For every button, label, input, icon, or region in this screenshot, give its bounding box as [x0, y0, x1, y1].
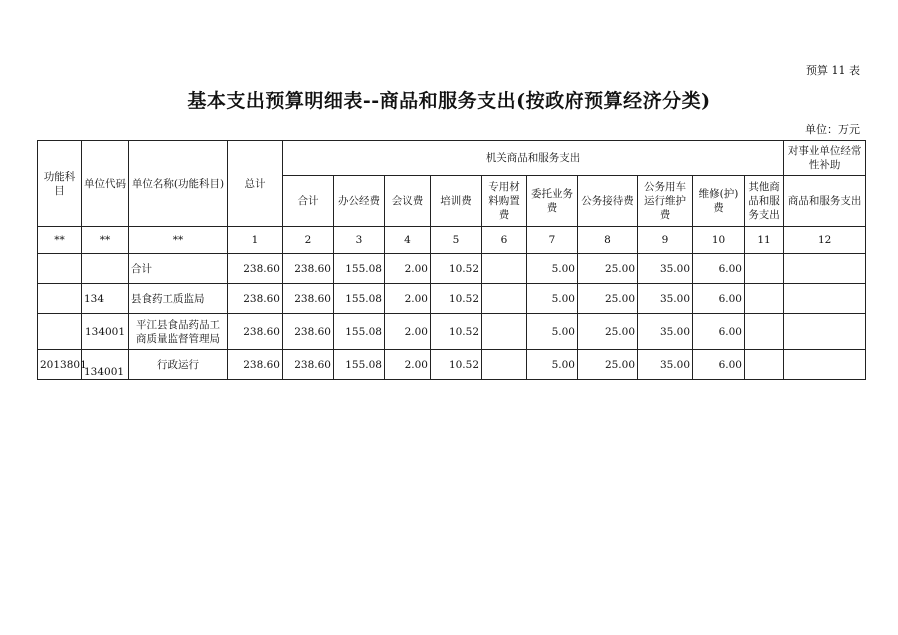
- cell-total: 238.60: [228, 254, 283, 284]
- cell-material: [482, 314, 527, 350]
- cell-entrust: 5.00: [527, 314, 578, 350]
- cell-meeting: 2.00: [385, 254, 431, 284]
- cell-meeting: 2.00: [385, 314, 431, 350]
- cell-total: 238.60: [228, 284, 283, 314]
- index-cell: 6: [482, 227, 527, 254]
- cell-car: 35.00: [638, 350, 693, 380]
- index-cell: 10: [693, 227, 745, 254]
- index-cell: 7: [527, 227, 578, 254]
- cell-material: [482, 350, 527, 380]
- cell-subsidy: [784, 350, 866, 380]
- cell-subsidy: [784, 254, 866, 284]
- header-col-material: 专用材料购置费: [482, 176, 527, 227]
- cell-repair: 6.00: [693, 350, 745, 380]
- header-unit-code: 单位代码: [82, 141, 129, 227]
- header-group-other: 对事业单位经常性补助: [784, 141, 866, 176]
- cell-sum: 238.60: [283, 284, 334, 314]
- header-col-meeting: 会议费: [385, 176, 431, 227]
- cell-other: [745, 254, 784, 284]
- page-title: 基本支出预算明细表--商品和服务支出(按政府预算经济分类): [187, 90, 711, 112]
- index-row: [38, 227, 866, 254]
- cell-sum: 238.60: [283, 314, 334, 350]
- cell-meeting: 2.00: [385, 350, 431, 380]
- table-row: [38, 284, 866, 314]
- header-col-other: 其他商品和服务支出: [745, 176, 784, 227]
- header-func-subject: 功能科目: [38, 141, 82, 227]
- index-cell: 11: [745, 227, 784, 254]
- cell-reception: 25.00: [578, 284, 638, 314]
- cell-training: 10.52: [431, 314, 482, 350]
- cell-office: 155.08: [334, 314, 385, 350]
- cell-car: 35.00: [638, 284, 693, 314]
- table-row: [38, 350, 866, 380]
- cell-code: 134001: [82, 314, 129, 350]
- header-col-car: 公务用车运行维护费: [638, 176, 693, 227]
- budget-table: [37, 140, 866, 380]
- cell-other: [745, 314, 784, 350]
- header-col-sum: 合计: [283, 176, 334, 227]
- header-col-entrust: 委托业务费: [527, 176, 578, 227]
- cell-subsidy: [784, 284, 866, 314]
- cell-training: 10.52: [431, 350, 482, 380]
- cell-reception: 25.00: [578, 254, 638, 284]
- header-col-training: 培训费: [431, 176, 482, 227]
- cell-name: 行政运行: [129, 350, 228, 380]
- cell-reception: 25.00: [578, 314, 638, 350]
- header-col-office: 办公经费: [334, 176, 385, 227]
- cell-func: 2013801: [38, 350, 82, 380]
- cell-code: 134: [82, 284, 129, 314]
- header-row-1: [38, 141, 866, 176]
- cell-repair: 6.00: [693, 254, 745, 284]
- header-unit-name: 单位名称(功能科目): [129, 141, 228, 227]
- cell-entrust: 5.00: [527, 350, 578, 380]
- header-col-subsidy: 商品和服务支出: [784, 176, 866, 227]
- cell-code: [82, 254, 129, 284]
- index-cell: 8: [578, 227, 638, 254]
- cell-name: 县食药工质监局: [129, 284, 228, 314]
- header-group-main: 机关商品和服务支出: [283, 141, 784, 176]
- cell-other: [745, 350, 784, 380]
- index-cell: **: [38, 227, 82, 254]
- cell-total: 238.60: [228, 350, 283, 380]
- cell-car: 35.00: [638, 254, 693, 284]
- cell-func: [38, 254, 82, 284]
- index-cell: 4: [385, 227, 431, 254]
- cell-office: 155.08: [334, 350, 385, 380]
- cell-repair: 6.00: [693, 314, 745, 350]
- cell-sum: 238.60: [283, 350, 334, 380]
- unit-label: 单位：万元: [805, 123, 860, 136]
- cell-material: [482, 254, 527, 284]
- cell-name: 合计: [129, 254, 228, 284]
- cell-office: 155.08: [334, 284, 385, 314]
- cell-entrust: 5.00: [527, 254, 578, 284]
- cell-material: [482, 284, 527, 314]
- index-cell: 5: [431, 227, 482, 254]
- cell-training: 10.52: [431, 254, 482, 284]
- index-cell: 1: [228, 227, 283, 254]
- header-col-repair: 维修(护)费: [693, 176, 745, 227]
- cell-func: [38, 284, 82, 314]
- form-number: 预算 11 表: [806, 64, 860, 77]
- cell-subsidy: [784, 314, 866, 350]
- index-cell: **: [82, 227, 129, 254]
- cell-name: 平江县食品药品工商质量监督管理局: [129, 314, 228, 350]
- index-cell: 2: [283, 227, 334, 254]
- cell-total: 238.60: [228, 314, 283, 350]
- cell-meeting: 2.00: [385, 284, 431, 314]
- cell-code: 134001: [82, 350, 129, 380]
- header-col-reception: 公务接待费: [578, 176, 638, 227]
- cell-repair: 6.00: [693, 284, 745, 314]
- cell-sum: 238.60: [283, 254, 334, 284]
- index-cell: 9: [638, 227, 693, 254]
- index-cell: 12: [784, 227, 866, 254]
- cell-func: [38, 314, 82, 350]
- header-total: 总计: [228, 141, 283, 227]
- index-cell: 3: [334, 227, 385, 254]
- cell-reception: 25.00: [578, 350, 638, 380]
- cell-entrust: 5.00: [527, 284, 578, 314]
- index-cell: **: [129, 227, 228, 254]
- cell-other: [745, 284, 784, 314]
- table-row: [38, 254, 866, 284]
- table-row: [38, 314, 866, 350]
- cell-office: 155.08: [334, 254, 385, 284]
- cell-car: 35.00: [638, 314, 693, 350]
- cell-training: 10.52: [431, 284, 482, 314]
